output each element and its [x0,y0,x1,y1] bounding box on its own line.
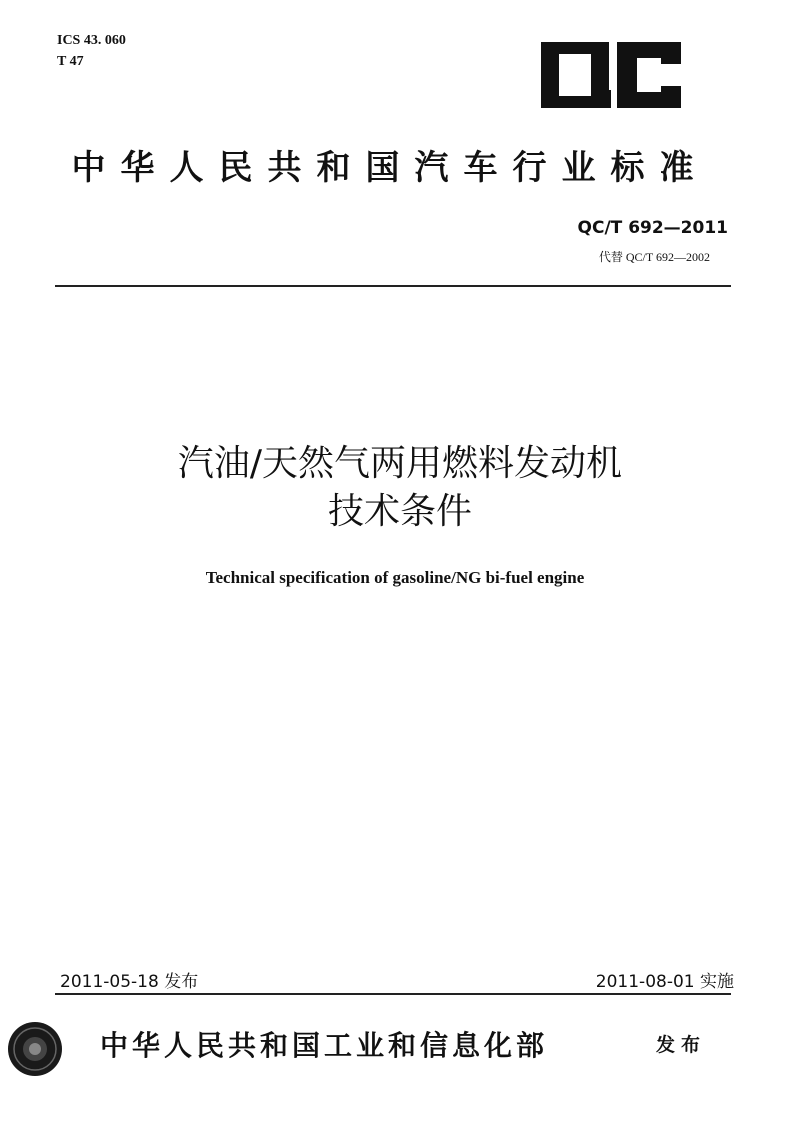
top-divider [55,285,731,287]
qc-logo [537,40,683,110]
replaces-standard: 代替 QC/T 692—2002 [598,250,710,264]
document-title-line1: 汽油/天然气两用燃料发动机 [177,443,623,484]
classification-codes [57,30,126,72]
publish-label: 发布 [656,1034,707,1056]
document-title-line2: 技术条件 [327,491,472,532]
implementation-date: 2011-08-01 实施 [595,972,734,992]
issuing-ministry: 中华人民共和国工业和信息化部 [100,1029,549,1062]
standard-number: QC/T 692—2011 [577,218,728,238]
category-code: T 47 [57,54,84,69]
bottom-divider [55,993,731,995]
ics-code: ICS 43. 060 [57,33,126,48]
ministry-seal-icon [6,1020,64,1078]
english-title: Technical specification of gasoline/NG bi-fuel engine [205,568,585,587]
issue-date: 2011-05-18 发布 [60,972,199,992]
industry-standard-heading: 中华人民共和国汽车行业标准 [71,148,709,188]
